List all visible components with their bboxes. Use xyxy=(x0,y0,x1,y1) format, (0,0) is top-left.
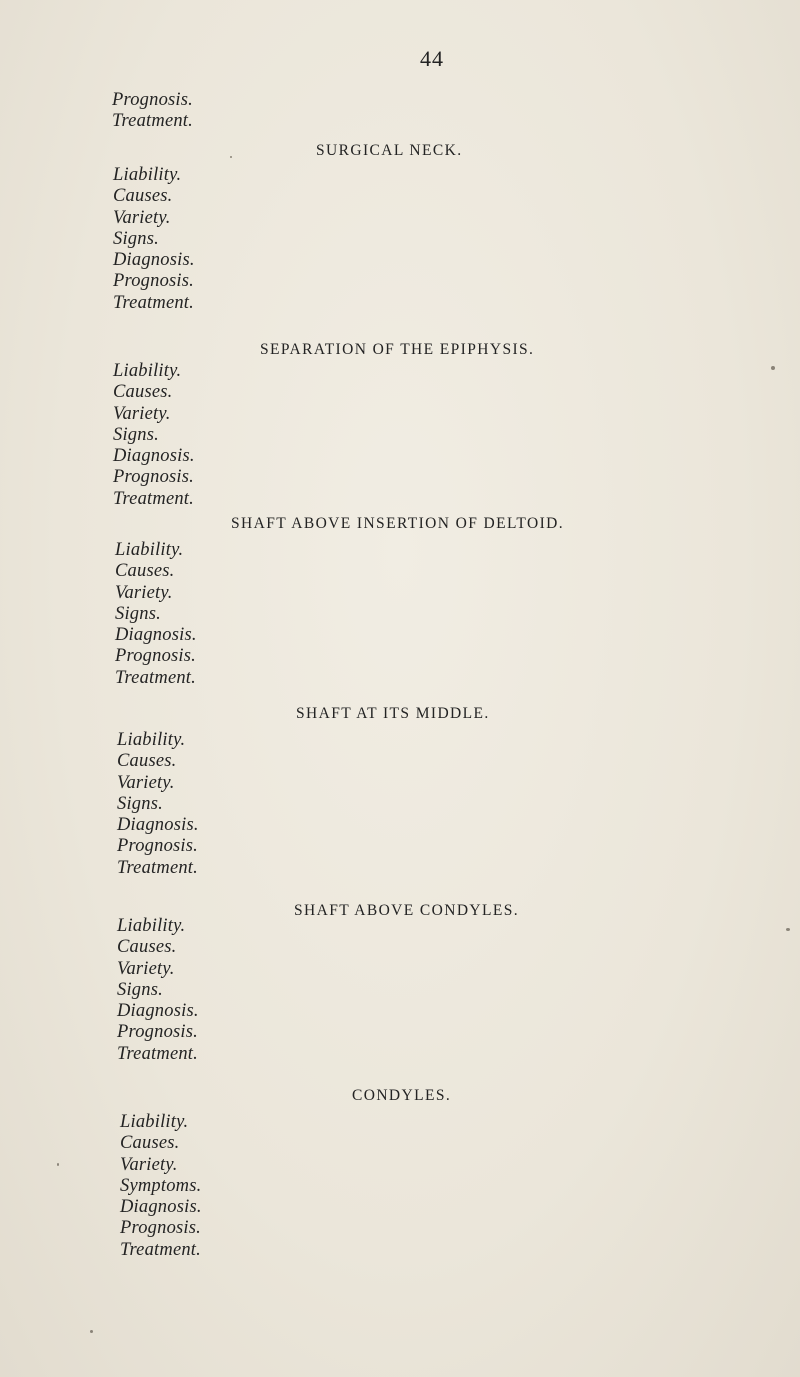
margin-note: Variety. xyxy=(113,403,171,424)
margin-note: Causes. xyxy=(117,937,177,958)
margin-note: Treatment. xyxy=(112,111,193,132)
margin-note: Liability. xyxy=(115,540,184,560)
page-number: 44 xyxy=(420,46,444,71)
margin-note: Diagnosis. xyxy=(115,625,197,646)
notes-group-above-condyles xyxy=(117,730,199,879)
margin-note: Diagnosis. xyxy=(117,815,199,836)
margin-note: Signs. xyxy=(117,979,163,1000)
margin-note: Prognosis. xyxy=(117,836,198,857)
heading-shaft-at-middle: SHAFT AT ITS MIDDLE. xyxy=(296,705,490,722)
margin-note: Symptoms. xyxy=(120,1175,202,1196)
notes-group-final xyxy=(120,1112,202,1261)
margin-note: Diagnosis. xyxy=(113,250,195,271)
margin-note: Diagnosis. xyxy=(113,446,195,467)
heading-separation-of-epiphysis: SEPARATION OF THE EPIPHYSIS. xyxy=(260,341,535,358)
paper-speck xyxy=(230,156,232,158)
notes-group-condyles xyxy=(117,916,199,1065)
margin-note: Prognosis. xyxy=(113,467,194,488)
margin-note: Liability. xyxy=(117,916,186,936)
notes-group-epiphysis xyxy=(113,165,195,314)
margin-note: Liability. xyxy=(120,1112,189,1132)
margin-note: Prognosis. xyxy=(113,271,194,292)
margin-note: Variety. xyxy=(117,958,175,979)
margin-note: Diagnosis. xyxy=(117,1001,199,1022)
margin-note: Variety. xyxy=(117,772,175,793)
margin-note: Treatment. xyxy=(113,292,194,313)
margin-note: Prognosis. xyxy=(115,646,196,667)
heading-condyles: CONDYLES. xyxy=(352,1087,452,1104)
margin-note: Treatment. xyxy=(117,857,198,878)
paper-speck xyxy=(786,928,790,931)
margin-note: Signs. xyxy=(117,793,163,814)
margin-note: Prognosis. xyxy=(117,1022,198,1043)
margin-note: Causes. xyxy=(117,751,177,772)
margin-note: Causes. xyxy=(120,1133,180,1154)
heading-shaft-above-deltoid: SHAFT ABOVE INSERTION OF DELTOID. xyxy=(231,515,565,532)
heading-surgical-neck: SURGICAL NECK. xyxy=(316,142,463,159)
margin-note: Causes. xyxy=(115,561,175,582)
margin-note: Causes. xyxy=(113,186,173,207)
notes-group-surgical-neck xyxy=(112,90,193,133)
margin-note: Variety. xyxy=(120,1154,178,1175)
notes-group-shaft-middle xyxy=(115,540,197,689)
margin-note: Liability. xyxy=(117,730,186,750)
margin-note: Signs. xyxy=(113,228,159,249)
margin-note: Liability. xyxy=(113,165,182,185)
notes-group-deltoid xyxy=(113,361,195,510)
heading-shaft-above-condyles: SHAFT ABOVE CONDYLES. xyxy=(294,902,520,919)
margin-note: Causes. xyxy=(113,382,173,403)
paper-speck xyxy=(771,366,775,370)
margin-note: Signs. xyxy=(113,424,159,445)
margin-note: Variety. xyxy=(113,207,171,228)
margin-note: Prognosis. xyxy=(112,90,193,110)
margin-note: Treatment. xyxy=(117,1043,198,1064)
paper-speck xyxy=(90,1330,93,1333)
margin-note: Signs. xyxy=(115,603,161,624)
margin-note: Treatment. xyxy=(113,488,194,509)
margin-note: Diagnosis. xyxy=(120,1197,202,1218)
paper-speck xyxy=(57,1163,59,1166)
margin-note: Treatment. xyxy=(120,1239,201,1260)
margin-note: Variety. xyxy=(115,582,173,603)
margin-note: Liability. xyxy=(113,361,182,381)
margin-note: Treatment. xyxy=(115,667,196,688)
margin-note: Prognosis. xyxy=(120,1218,201,1239)
